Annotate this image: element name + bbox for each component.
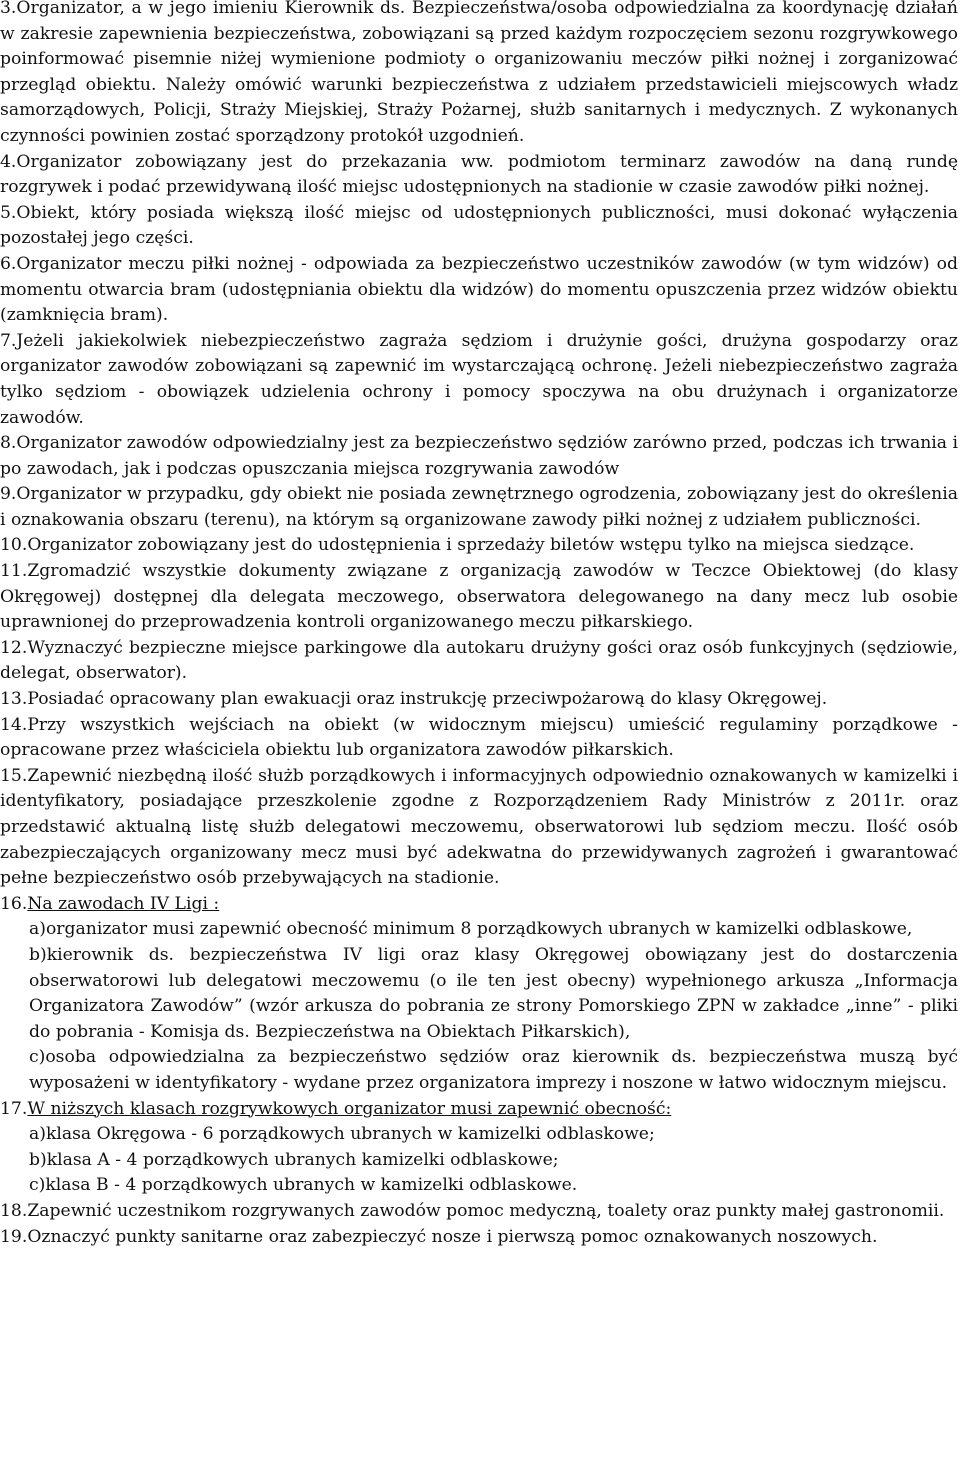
section-17-heading <box>0 1097 958 1123</box>
paragraph-number: 8. <box>0 433 17 454</box>
paragraph-text: Zgromadzić wszystkie dokumenty związane z organizacją zawodów w Teczce Obiektowej (do klasy Okręgowej) dostępnej dla delegata meczowego, obserwatora delegowanego na dany mecz lub osobie uprawnionej do przeprowadzenia kontroli organizowanego meczu piłkarskiego. <box>0 561 958 633</box>
section-17-item-a: a)klasa Okręgowa - 6 porządkowych ubranych w kamizelki odblaskowe; <box>29 1124 655 1145</box>
paragraph-number: 17. <box>0 1098 28 1119</box>
paragraph-number: 18. <box>0 1200 28 1221</box>
paragraph-text: Zapewnić niezbędną ilość służb porządkowych i informacyjnych odpowiednio oznakowanych w kamizelki i identyfikatory, posiadające przeszkolenie zgodne z Rozporządzeniem Rady Ministrów z 2011r. oraz przedstawić aktualną listę służb delegatowi meczowemu, obserwatorowi lub sędziom meczu. Ilość osób zabezpieczających organizowany mecz musi być adekwatna do przewidywanych zagrożeń i gwarantować pełne bezpieczeństwo osób przebywających na stadionie. <box>0 765 958 889</box>
paragraph-number: 4. <box>0 151 17 172</box>
paragraph-3 <box>0 0 958 150</box>
paragraph-number: 9. <box>0 484 17 505</box>
paragraph-text: Jeżeli jakiekolwiek niebezpieczeństwo zagraża sędziom i drużynie gości, drużyna gospodarzy oraz organizator zawodów zobowiązani są zapewnić im wystarczającą ochronę. Jeżeli niebezpieczeństwo zagraża tylko sędziom - obowiązek udzielenia ochrony i pomocy spoczywa na obu drużynach i organizatorze zawodów. <box>0 330 958 428</box>
section-16-item-a: a)organizator musi zapewnić obecność minimum 8 porządkowych ubranych w kamizelki odblaskowe, <box>29 919 913 940</box>
paragraph-12 <box>0 636 958 687</box>
paragraph-text: Posiadać opracowany plan ewakuacji oraz instrukcję przeciwpożarową do klasy Okręgowej. <box>27 689 828 710</box>
paragraph-text: Wyznaczyć bezpieczne miejsce parkingowe dla autokaru drużyny gości oraz osób funkcyjnych (sędziowie, delegat, obserwator). <box>0 637 958 684</box>
paragraph-15 <box>0 764 958 892</box>
paragraph-text: Obiekt, który posiada większą ilość miejsc od udostępnionych publiczności, musi dokonać wyłączenia pozostałej jego części. <box>0 202 958 249</box>
paragraph-text: Oznaczyć punkty sanitarne oraz zabezpieczyć nosze i pierwszą pomoc oznakowanych noszowych. <box>27 1226 878 1247</box>
paragraph-number: 7. <box>0 330 17 351</box>
paragraph-19 <box>0 1225 958 1251</box>
paragraph-10 <box>0 533 958 559</box>
paragraph-text: Przy wszystkich wejściach na obiekt (w widocznym miejscu) umieścić regulaminy porządkowe - opracowane przez właściciela obiektu lub organizatora zawodów piłkarskich. <box>0 714 958 761</box>
paragraph-number: 6. <box>0 253 17 274</box>
paragraph-11 <box>0 559 958 636</box>
paragraph-number: 19. <box>0 1226 28 1247</box>
paragraph-14 <box>0 713 958 764</box>
paragraph-9 <box>0 482 958 533</box>
paragraph-number: 16. <box>0 893 28 914</box>
paragraph-4 <box>0 150 958 201</box>
section-16-item-c: c)osoba odpowiedzialna za bezpieczeństwo sędziów oraz kierownik ds. bezpieczeństwa muszą być wyposażeni w identyfikatory - wydane przez organizatora imprezy i noszone w łatwo widocznym miejscu. <box>29 1047 958 1093</box>
paragraph-number: 10. <box>0 535 28 556</box>
paragraph-text: Organizator zobowiązany jest do przekazania ww. podmiotom terminarz zawodów na daną rundę rozgrywek i podać przewidywaną ilość miejsc udostępnionych na stadionie w czasie zawodów piłki nożnej. <box>0 151 958 198</box>
section-17-item-c: c)klasa B - 4 porządkowych ubranych w kamizelki odblaskowe. <box>29 1175 578 1196</box>
paragraph-18 <box>0 1199 958 1225</box>
paragraph-13 <box>0 687 958 713</box>
section-16-item-b: b)kierownik ds. bezpieczeństwa IV ligi oraz klasy Okręgowej obowiązany jest do dostarczenia obserwatorowi lub delegatowi meczowemu (o ile ten jest obecny) wypełnionego arkusza „Informacja Organizatora Zawodów” (wzór arkusza do pobrania ze strony Pomorskiego ZPN w zakładce „inne” - pliki do pobrania - Komisja ds. Bezpieczeństwa na Obiektach Piłkarskich), <box>29 944 958 1042</box>
paragraph-text: Organizator zawodów odpowiedzialny jest za bezpieczeństwo sędziów zarówno przed, podczas ich trwania i po zawodach, jak i podczas opuszczania miejsca rozgrywania zawodów <box>0 433 958 479</box>
paragraph-7 <box>0 329 958 431</box>
paragraph-number: 5. <box>0 202 17 223</box>
paragraph-6 <box>0 252 958 329</box>
paragraph-5 <box>0 201 958 252</box>
paragraph-number: 13. <box>0 689 28 710</box>
paragraph-8 <box>0 431 958 482</box>
paragraph-text: Organizator meczu piłki nożnej - odpowiada za bezpieczeństwo uczestników zawodów (w tym widzów) od momentu otwarcia bram (udostępniania obiektu dla widzów) do momentu opuszczenia przez widzów obiektu (zamknięcia bram). <box>0 253 958 326</box>
paragraph-text: Organizator zobowiązany jest do udostępnienia i sprzedaży biletów wstępu tylko na miejsca siedzące. <box>27 535 915 556</box>
paragraph-number: 12. <box>0 637 28 658</box>
paragraph-number: 3. <box>0 0 17 18</box>
paragraph-number: 15. <box>0 765 28 786</box>
paragraph-number: 14. <box>0 714 28 735</box>
paragraph-text: Organizator, a w jego imieniu Kierownik ds. Bezpieczeństwa/osoba odpowiedzialna za koordynację działań w zakresie zapewnienia bezpieczeństwa, zobowiązani są przed każdym rozpoczęciem sezonu rozgrywkowego poinformować pisemnie niżej wymienione podmioty o organizowaniu meczów piłki nożnej i zorganizować przegląd obiektu. Należy omówić warunki bezpieczeństwa z udziałem przedstawicieli miejscowych władz samorządowych, Policji, Straży Miejskiej, Straży Pożarnej, służb sanitarnych i medycznych. Z wykonanych czynności powinien zostać sporządzony protokół uzgodnień. <box>0 0 958 146</box>
section-17-item-b: b)klasa A - 4 porządkowych ubranych kamizelki odblaskowe; <box>29 1149 559 1170</box>
section-heading-underlined: Na zawodach IV Ligi : <box>27 893 220 914</box>
paragraph-text: Organizator w przypadku, gdy obiekt nie posiada zewnętrznego ogrodzenia, zobowiązany jest do określenia i oznakowania obszaru (terenu), na którym są organizowane zawody piłki nożnej z udziałem publiczności. <box>0 484 958 530</box>
paragraph-number: 11. <box>0 561 28 582</box>
paragraph-text: Zapewnić uczestnikom rozgrywanych zawodów pomoc medyczną, toalety oraz punkty małej gastronomii. <box>27 1200 945 1221</box>
section-heading-underlined: W niższych klasach rozgrywkowych organizator musi zapewnić obecność: <box>27 1098 672 1119</box>
section-16-heading <box>0 892 958 918</box>
